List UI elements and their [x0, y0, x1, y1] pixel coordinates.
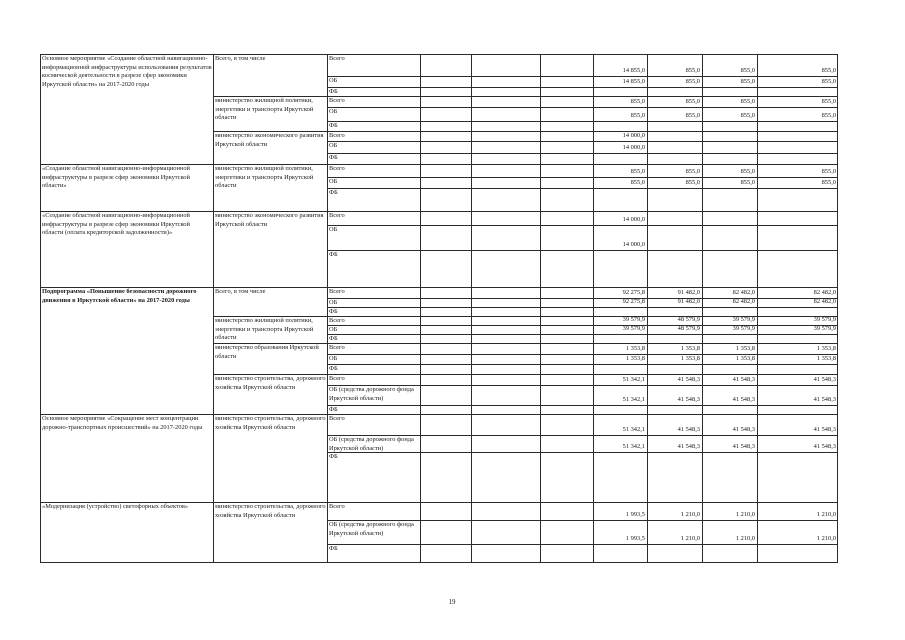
grid-line: [702, 164, 703, 211]
budget-value: 41 548,3: [813, 426, 836, 433]
executor-name: министерство строительства, дорожного хозяйства Иркутской области: [215, 375, 326, 391]
budget-value: 1 210,0: [735, 535, 755, 542]
grid-line: [593, 54, 594, 164]
budget-value: 1 993,5: [625, 535, 645, 542]
grid-line: [593, 287, 594, 414]
funding-source: ФБ: [329, 189, 338, 196]
grid-line: [540, 164, 541, 211]
funding-source: ФБ: [329, 251, 338, 258]
budget-value: 855,0: [630, 179, 645, 186]
budget-value: 41 548,3: [813, 396, 836, 403]
budget-value: 41 548,3: [677, 443, 700, 450]
grid-line: [757, 54, 758, 164]
funding-source: ОБ (средства дорожного фонда Иркутской области): [329, 436, 414, 452]
budget-value: 48 579,9: [677, 316, 700, 323]
budget-value: 82 482,0: [732, 298, 755, 305]
grid-line: [327, 287, 328, 414]
budget-value: 39 579,9: [732, 325, 755, 332]
budget-value: 39 579,9: [622, 316, 645, 323]
measure-title: Подпрограмма «Повышение безопасности дорожного движения в Иркутской области» на 2017-2020 годы: [42, 288, 197, 304]
funding-source: ОБ: [329, 178, 338, 185]
budget-value: 855,0: [821, 112, 836, 119]
page-number: 19: [448, 598, 456, 606]
budget-value: 855,0: [821, 67, 836, 74]
funding-source: ОБ: [329, 355, 338, 362]
grid-line: [213, 164, 214, 211]
grid-line: [40, 414, 41, 502]
budget-value: 855,0: [821, 98, 836, 105]
grid-line: [837, 164, 838, 211]
budget-value: 14 000,0: [622, 144, 645, 151]
grid-line: [540, 287, 541, 414]
budget-value: 82 482,0: [813, 298, 836, 305]
budget-value: 855,0: [740, 78, 755, 85]
budget-value: 91 482,0: [677, 289, 700, 296]
grid-line: [647, 211, 648, 287]
grid-line: [837, 414, 838, 502]
grid-line: [40, 54, 41, 164]
grid-line: [593, 502, 594, 562]
grid-line: [757, 414, 758, 502]
funding-source: ФБ: [329, 335, 338, 342]
budget-value: 1 353,8: [625, 345, 645, 352]
measure-title: Основное мероприятие «Сокращение мест концентрации дорожно-транспортных происшествий» на 2017-2020 годы: [42, 415, 203, 431]
funding-source: Всего: [329, 344, 345, 351]
funding-source: ОБ: [329, 326, 338, 333]
grid-line: [837, 287, 838, 414]
budget-value: 41 548,3: [732, 443, 755, 450]
budget-value: 1 353,8: [680, 355, 700, 362]
budget-value: 41 548,3: [732, 396, 755, 403]
budget-value: 855,0: [821, 168, 836, 175]
budget-value: 41 548,3: [677, 376, 700, 383]
grid-line: [837, 502, 838, 562]
budget-value: 1 210,0: [816, 511, 836, 518]
budget-value: 91 482,0: [677, 298, 700, 305]
grid-line: [647, 54, 648, 164]
executor-name: министерство экономического развития Иркутской области: [215, 132, 324, 148]
measure-title: «Создание областной навигационно-информационной инфраструктуры в разрезе сфер экономики Иркутской области (оплата кредиторской задолженности)»: [42, 212, 190, 237]
executor-name: министерство строительства, дорожного хозяйства Иркутской области: [215, 415, 326, 431]
budget-value: 51 342,1: [622, 376, 645, 383]
budget-table: [40, 54, 838, 564]
funding-source: ФБ: [329, 545, 338, 552]
executor-name: министерство экономического развития Иркутской области: [215, 212, 324, 228]
grid-line: [757, 164, 758, 211]
grid-line: [471, 164, 472, 211]
grid-line: [471, 414, 472, 502]
budget-value: 39 579,9: [732, 316, 755, 323]
grid-line: [702, 211, 703, 287]
grid-line: [420, 54, 421, 164]
grid-line: [647, 414, 648, 502]
grid-line: [213, 211, 214, 287]
budget-value: 41 548,3: [732, 426, 755, 433]
grid-line: [540, 54, 541, 164]
budget-value: 1 353,8: [625, 355, 645, 362]
budget-value: 855,0: [740, 179, 755, 186]
funding-source: Всего: [329, 415, 345, 422]
grid-line: [420, 164, 421, 211]
grid-line: [593, 211, 594, 287]
grid-line: [420, 502, 421, 562]
grid-line: [757, 502, 758, 562]
executor-name: министерство образования Иркутской области: [215, 344, 319, 360]
funding-source: ФБ: [329, 365, 338, 372]
measure-title: Основное мероприятие «Создание областной навигационно-информационной инфраструктуры использования результатов космической деятельности в разрезе сфер экономики Иркутской области» на 2017-2020 годы: [42, 55, 212, 88]
budget-value: 1 353,8: [735, 345, 755, 352]
grid-line: [327, 414, 328, 502]
funding-source: ОБ: [329, 226, 338, 233]
grid-line: [471, 287, 472, 414]
executor-name: министерство жилищной политики, энергетики и транспорта Иркутской области: [215, 97, 314, 122]
budget-value: 1 353,8: [816, 345, 836, 352]
executor-name: Всего, в том числе: [215, 288, 266, 295]
grid-line: [702, 287, 703, 414]
budget-value: 855,0: [740, 98, 755, 105]
executor-name: министерство жилищной политики, энергетики и транспорта Иркутской области: [215, 317, 314, 342]
funding-source: ФБ: [329, 406, 338, 413]
funding-source: Всего: [329, 165, 345, 172]
grid-line: [213, 54, 214, 164]
grid-line: [702, 54, 703, 164]
funding-source: ОБ (средства дорожного фонда Иркутской области): [329, 386, 414, 402]
budget-value: 51 342,1: [622, 443, 645, 450]
budget-value: 14 000,0: [622, 132, 645, 139]
budget-value: 855,0: [685, 98, 700, 105]
grid-line: [647, 502, 648, 562]
budget-value: 855,0: [685, 78, 700, 85]
grid-line: [40, 287, 41, 414]
funding-source: Всего: [329, 317, 345, 324]
grid-line: [327, 54, 328, 164]
grid-line: [327, 502, 328, 562]
grid-line: [40, 562, 838, 563]
funding-source: ОБ: [329, 77, 338, 84]
budget-value: 14 855,0: [622, 78, 645, 85]
funding-source: Всего: [329, 288, 345, 295]
funding-source: Всего: [329, 97, 345, 104]
budget-value: 41 548,3: [813, 376, 836, 383]
budget-value: 855,0: [685, 168, 700, 175]
grid-line: [327, 164, 328, 211]
budget-value: 14 855,0: [622, 67, 645, 74]
budget-value: 1 210,0: [735, 511, 755, 518]
grid-line: [471, 54, 472, 164]
budget-value: 855,0: [740, 112, 755, 119]
budget-value: 92 275,8: [622, 298, 645, 305]
funding-source: Всего: [329, 55, 345, 62]
budget-value: 51 342,1: [622, 396, 645, 403]
funding-source: ФБ: [329, 122, 338, 129]
funding-source: ФБ: [329, 453, 338, 460]
budget-value: 39 579,9: [622, 325, 645, 332]
budget-value: 82 482,0: [813, 289, 836, 296]
budget-value: 855,0: [685, 112, 700, 119]
budget-value: 855,0: [630, 98, 645, 105]
grid-line: [540, 414, 541, 502]
grid-line: [702, 502, 703, 562]
measure-title: «Модернизация (устройство) светофорных объектов»: [42, 503, 189, 510]
measure-title: «Создание областной навигационно-информационной инфраструктуры в разрезе сфер экономики Иркутской области»: [42, 165, 190, 190]
executor-name: Всего, в том числе: [215, 55, 266, 62]
executor-name: министерство строительства, дорожного хозяйства Иркутской области: [215, 503, 326, 519]
grid-line: [213, 287, 214, 414]
budget-value: 39 579,9: [813, 316, 836, 323]
budget-value: 14 000,0: [622, 241, 645, 248]
grid-line: [757, 211, 758, 287]
grid-line: [213, 502, 214, 562]
funding-source: Всего: [329, 132, 345, 139]
funding-source: ФБ: [329, 308, 338, 315]
budget-value: 1 993,5: [625, 511, 645, 518]
funding-source: Всего: [329, 375, 345, 382]
grid-line: [837, 211, 838, 287]
grid-line: [420, 414, 421, 502]
budget-value: 51 342,1: [622, 426, 645, 433]
funding-source: ФБ: [329, 154, 338, 161]
budget-value: 41 548,3: [813, 443, 836, 450]
grid-line: [40, 164, 41, 211]
funding-source: ОБ: [329, 108, 338, 115]
budget-value: 82 482,0: [732, 289, 755, 296]
budget-value: 1 353,8: [816, 355, 836, 362]
funding-source: Всего: [329, 503, 345, 510]
budget-value: 855,0: [740, 67, 755, 74]
executor-name: министерство жилищной политики, энергетики и транспорта Иркутской области: [215, 165, 314, 190]
budget-value: 92 275,8: [622, 289, 645, 296]
budget-value: 1 210,0: [680, 535, 700, 542]
budget-value: 855,0: [821, 78, 836, 85]
funding-source: ОБ (средства дорожного фонда Иркутской области): [329, 521, 414, 537]
budget-value: 39 579,9: [813, 325, 836, 332]
budget-value: 855,0: [821, 179, 836, 186]
grid-line: [647, 164, 648, 211]
grid-line: [540, 502, 541, 562]
budget-value: 41 548,3: [677, 396, 700, 403]
budget-value: 855,0: [630, 168, 645, 175]
grid-line: [647, 287, 648, 414]
grid-line: [702, 414, 703, 502]
budget-value: 855,0: [685, 67, 700, 74]
funding-source: ФБ: [329, 88, 338, 95]
grid-line: [471, 502, 472, 562]
budget-value: 855,0: [740, 168, 755, 175]
grid-line: [420, 211, 421, 287]
grid-line: [327, 211, 328, 287]
budget-value: 1 210,0: [816, 535, 836, 542]
budget-value: 48 579,9: [677, 325, 700, 332]
grid-line: [213, 414, 214, 502]
grid-line: [40, 502, 41, 562]
funding-source: Всего: [329, 212, 345, 219]
funding-source: ОБ: [329, 142, 338, 149]
budget-value: 14 000,0: [622, 216, 645, 223]
budget-value: 1 353,8: [680, 345, 700, 352]
budget-value: 1 353,8: [735, 355, 755, 362]
funding-source: ОБ: [329, 299, 338, 306]
grid-line: [40, 211, 41, 287]
budget-value: 41 548,3: [732, 376, 755, 383]
grid-line: [593, 164, 594, 211]
grid-line: [757, 287, 758, 414]
grid-line: [420, 287, 421, 414]
grid-line: [837, 54, 838, 164]
budget-value: 41 548,3: [677, 426, 700, 433]
grid-line: [593, 414, 594, 502]
budget-value: 1 210,0: [680, 511, 700, 518]
budget-value: 855,0: [630, 112, 645, 119]
budget-value: 855,0: [685, 179, 700, 186]
grid-line: [540, 211, 541, 287]
grid-line: [471, 211, 472, 287]
